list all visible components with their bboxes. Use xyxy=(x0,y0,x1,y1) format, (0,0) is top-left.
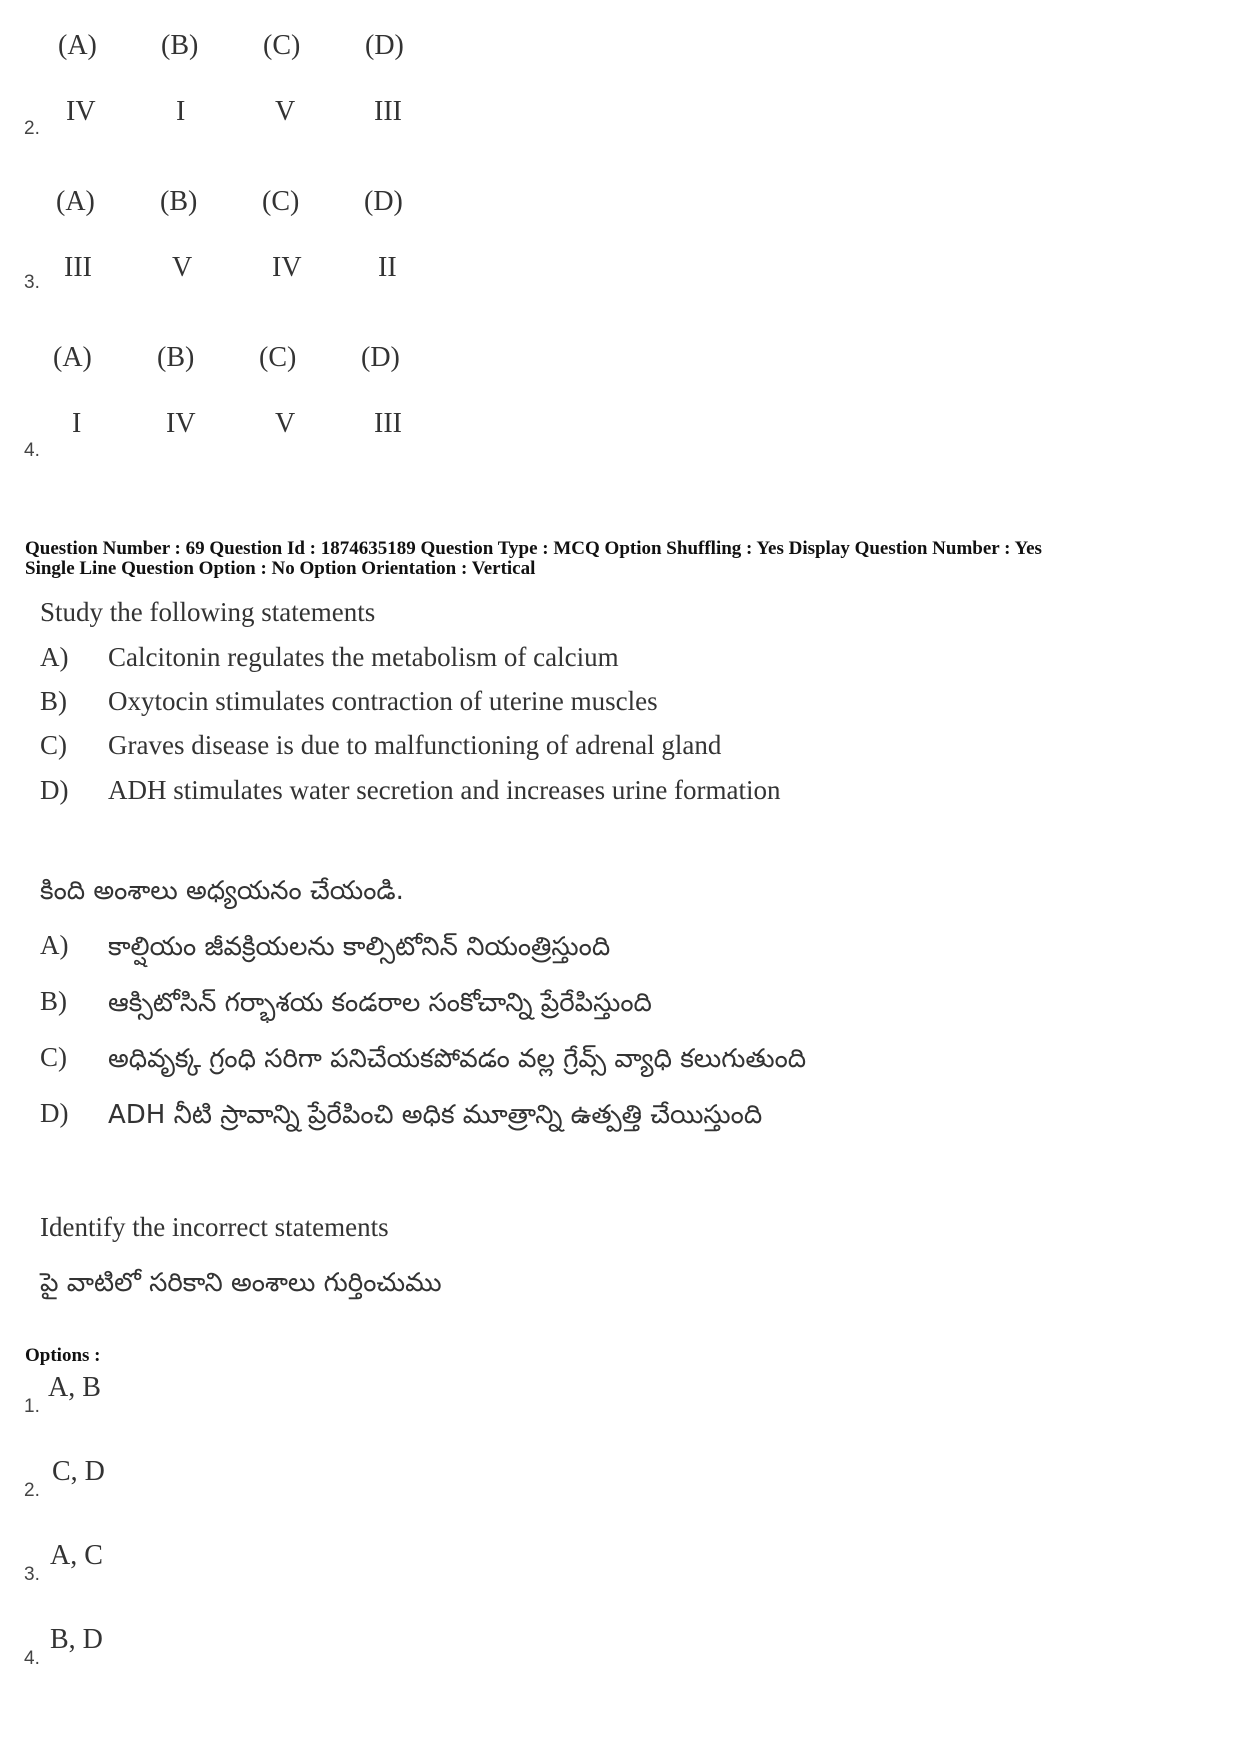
option-text[interactable]: B, D xyxy=(50,1624,103,1655)
option-text[interactable]: A, C xyxy=(50,1540,103,1571)
statement-label: D) xyxy=(40,1098,69,1128)
statement-text: కాల్షియం జీవక్రియలను కాల్సిటోనిన్ నియంత్రిస్తుంది xyxy=(108,932,611,962)
statement-text: ఆక్సిటోసిన్ గర్భాశయ కండరాల సంకోచాన్ని ప్రేరేపిస్తుంది xyxy=(108,988,652,1018)
statement-label: A) xyxy=(40,642,69,672)
statement-text: Graves disease is due to malfunctioning of adrenal gland xyxy=(108,730,722,760)
column-header-c: (C) xyxy=(262,186,300,217)
option-number: 4. xyxy=(24,1648,40,1669)
prompt-telugu: పై వాటిలో సరికాని అంశాలు గుర్తించుము xyxy=(40,1268,442,1298)
option-number: 4. xyxy=(24,440,40,461)
statement-label: B) xyxy=(40,986,67,1016)
column-header-d: (D) xyxy=(365,30,404,61)
question-intro-english: Study the following statements xyxy=(40,597,376,627)
column-header-a: (A) xyxy=(53,342,92,373)
match-value-a: I xyxy=(72,408,82,439)
statement-label: C) xyxy=(40,730,67,760)
column-header-b: (B) xyxy=(160,186,198,217)
statement-text: ADH నీటి స్రావాన్ని ప్రేరేపించి అధిక మూత్రాన్ని ఉత్పత్తి చేయిస్తుంది xyxy=(108,1100,763,1130)
statement-text: Oxytocin stimulates contraction of uterine muscles xyxy=(108,686,658,716)
match-value-a: III xyxy=(64,252,92,283)
statement-label: A) xyxy=(40,930,69,960)
column-header-a: (A) xyxy=(56,186,95,217)
option-number: 2. xyxy=(24,118,40,139)
column-header-c: (C) xyxy=(259,342,297,373)
statement-label: D) xyxy=(40,775,69,805)
option-text[interactable]: C, D xyxy=(52,1456,105,1487)
statement-label: B) xyxy=(40,686,67,716)
column-header-b: (B) xyxy=(157,342,195,373)
option-number: 3. xyxy=(24,272,40,293)
option-number: 2. xyxy=(24,1480,40,1501)
statement-text: అధివృక్క గ్రంధి సరిగా పనిచేయకపోవడం వల్ల గ్రేవ్స్ వ్యాధి కలుగుతుంది xyxy=(108,1044,807,1074)
column-header-d: (D) xyxy=(361,342,400,373)
option-number: 3. xyxy=(24,1564,40,1585)
options-label: Options : xyxy=(25,1345,101,1366)
match-value-d: II xyxy=(378,252,397,283)
match-value-d: III xyxy=(374,408,402,439)
match-value-c: IV xyxy=(272,252,302,283)
statement-label: C) xyxy=(40,1042,67,1072)
match-value-b: V xyxy=(172,252,193,283)
match-value-d: III xyxy=(374,96,402,127)
option-text[interactable]: A, B xyxy=(48,1372,101,1403)
match-value-b: IV xyxy=(166,408,196,439)
column-header-c: (C) xyxy=(263,30,301,61)
column-header-b: (B) xyxy=(161,30,199,61)
question-meta-line-1: Question Number : 69 Question Id : 1874635189 Question Type : MCQ Option Shuffling : Yes Display Question Number : Yes xyxy=(25,538,1042,559)
statement-text: ADH stimulates water secretion and increases urine formation xyxy=(108,775,781,805)
column-header-d: (D) xyxy=(364,186,403,217)
statement-text: Calcitonin regulates the metabolism of calcium xyxy=(108,642,619,672)
question-meta-line-2: Single Line Question Option : No Option Orientation : Vertical xyxy=(25,558,536,579)
match-value-c: V xyxy=(275,408,296,439)
match-value-a: IV xyxy=(66,96,96,127)
column-header-a: (A) xyxy=(58,30,97,61)
prompt-english: Identify the incorrect statements xyxy=(40,1212,389,1242)
question-intro-telugu: కింది అంశాలు అధ్యయనం చేయండి. xyxy=(40,876,404,906)
match-value-c: V xyxy=(275,96,296,127)
option-number: 1. xyxy=(24,1396,40,1417)
match-value-b: I xyxy=(176,96,186,127)
